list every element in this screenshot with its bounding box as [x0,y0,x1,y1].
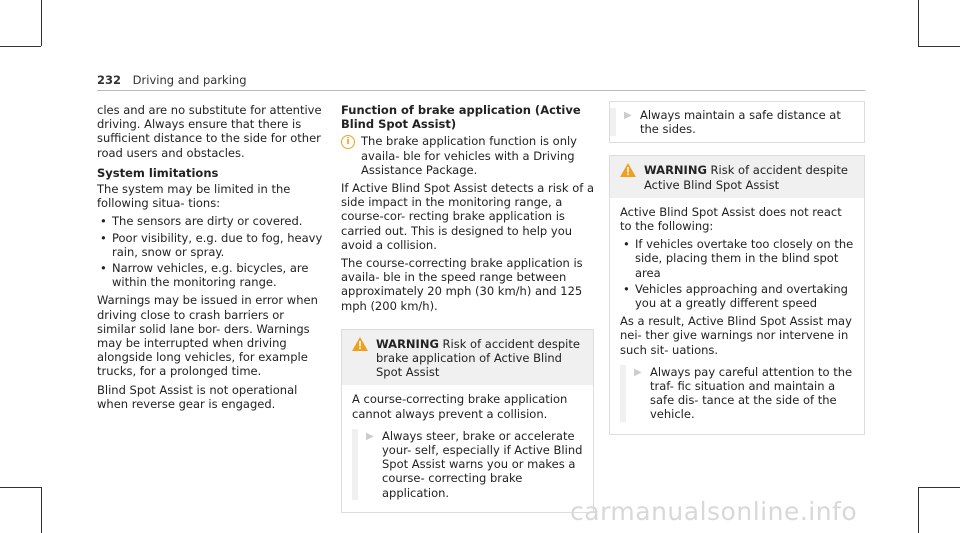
warning-title [376,337,583,380]
warning-label: WARNING [376,336,439,351]
tip-bar [352,429,358,500]
warning-body [342,385,593,511]
crop-mark [918,0,919,46]
column-left [97,103,323,415]
info-text: The brake application function is only availa- ble for vehicles with a Driving Assistance Package. [361,134,577,177]
watermark: carmanualsonline.info [570,497,858,526]
limitations-lead: The system may be limited in the following situa- tions: [97,182,291,211]
warning-body [610,198,864,434]
brake-paragraph: If Active Blind Spot Assist detects a risk of a side impact in the monitoring range, a course-cor- recting brake application is carried out. This is designed to help you avoid a collision. [341,181,595,252]
intro-text: cles and are no substitute for attentive driving. Always ensure that there is sufficient distance to the side for other road users and obstacles. [97,103,322,160]
warnings-paragraph: Warnings may be issued in error when driving close to crash barriers or similar solid lane bor- ders. Warnings may be interrupted when driving alongside long vehicles, for example trucks, for a prolonged time. [97,293,318,379]
info-note [341,134,594,177]
tip-bar [620,365,626,422]
warning-box [609,155,865,434]
warning-label: WARNING [644,163,707,178]
reverse-gear-paragraph: Blind Spot Assist is not operational when reverse gear is engaged. [97,382,298,411]
crop-mark [0,487,41,488]
page-number: 232 [97,73,122,87]
warning-box [341,329,594,513]
warning-icon [352,337,368,351]
tip [352,429,583,500]
warning-paragraph: As a result, Active Blind Spot Assist may nei- ther give warnings nor intervene in such sit- uations. [620,314,852,357]
tip-text: Always steer, brake or accelerate your- self, especially if Active Blind Spot Assist warns you or makes a course- correcting brake application. [382,428,583,500]
tip [620,365,854,422]
crop-mark [918,46,960,47]
warning-header [610,156,864,197]
limitations-list [97,214,323,289]
crop-mark [918,487,919,533]
crop-mark [41,487,42,533]
warning-title-text: Risk of accident despite Active Blind Spot Assist [644,163,848,192]
list-item: • If vehicles overtake too closely on the side, placing them in the blind spot area [620,237,854,280]
arrow-right-icon: ▶ [634,366,642,378]
section-title: Driving and parking [132,73,247,87]
warning-lead: Active Blind Spot Assist does not react to the following: [620,204,842,234]
arrow-right-icon: ▶ [624,110,632,121]
warning-text: A course-correcting brake application cannot always prevent a collision. [352,392,568,421]
warning-list [620,237,854,310]
tip-box [609,101,865,143]
brake-function-heading: Function of brake application (Active Blind Spot Assist) [341,103,581,132]
tip-bar [610,108,616,136]
tip-text: Always maintain a safe distance at the sides. [640,108,841,137]
warning-title-text: Risk of accident despite brake application of Active Blind Spot Assist [376,336,580,380]
list-item: • Poor visibility, e.g. due to fog, heavy rain, snow or spray. [97,231,323,259]
tip-text: Always pay careful attention to the traf- fic situation and maintain a safe dis- tance at the side of the vehicle. [650,364,853,422]
crop-mark [41,0,42,46]
column-middle [341,103,594,519]
warning-icon [620,163,636,177]
info-icon: i [341,135,355,149]
system-limitations-heading: System limitations [97,165,219,180]
list-item: • Vehicles approaching and overtaking you at a greatly different speed [620,282,854,310]
list-item: • Narrow vehicles, e.g. bicycles, are within the monitoring range. [97,261,323,289]
crop-mark [0,46,41,47]
header-divider [97,90,865,91]
column-right [609,103,865,441]
warning-header [342,330,593,386]
warning-title [644,163,854,191]
list-item: • The sensors are dirty or covered. [97,214,323,228]
speed-range-paragraph: The course-correcting brake application is availa- ble in the speed range between approximately 20 mph (30 km/h) and 125 mph (200 km/h). [341,256,583,313]
arrow-right-icon: ▶ [366,430,374,442]
page-header [97,73,247,87]
crop-mark [918,487,960,488]
